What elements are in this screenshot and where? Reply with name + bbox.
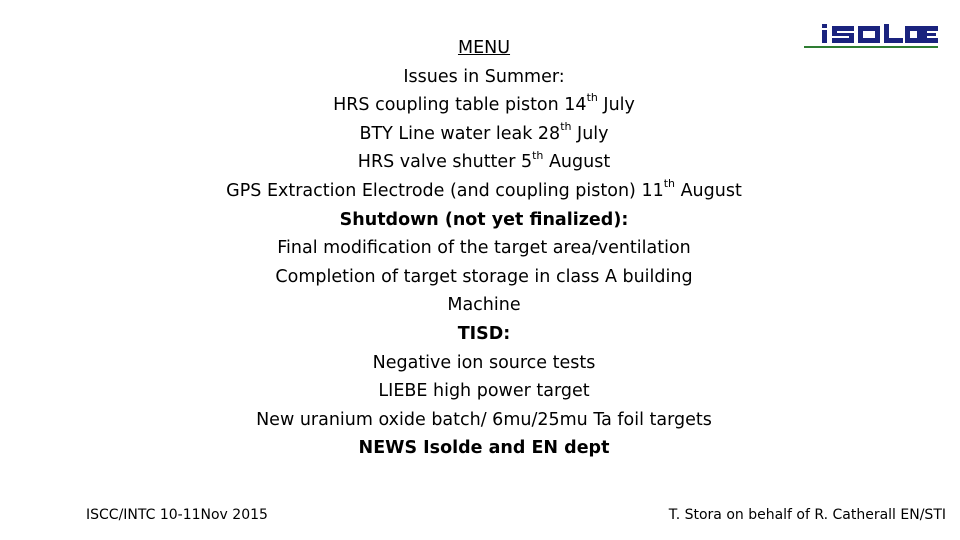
footer-event: ISCC/INTC 10-11Nov 2015: [86, 507, 268, 523]
shutdown-item: Completion of target storage in class A building: [275, 266, 693, 287]
shutdown-item: Final modification of the target area/ventilation: [277, 238, 691, 259]
summer-heading: Issues in Summer:: [403, 66, 565, 87]
tisd-item: New uranium oxide batch/ 6mu/25mu Ta foil targets: [256, 409, 712, 430]
summer-item: HRS coupling table piston 14th July: [333, 91, 635, 116]
shutdown-item: Machine: [447, 295, 521, 316]
tisd-item: LIEBE high power target: [378, 381, 590, 402]
summer-item: GPS Extraction Electrode (and coupling piston) 11th August: [226, 177, 742, 201]
shutdown-heading: Shutdown (not yet finalized):: [339, 209, 629, 230]
summer-item: HRS valve shutter 5th August: [357, 148, 611, 173]
slide-body: [0, 34, 960, 463]
tisd-item: Negative ion source tests: [372, 352, 596, 373]
summer-item: BTY Line water leak 28th July: [359, 119, 609, 144]
news-line: NEWS Isolde and EN dept: [358, 438, 610, 459]
footer-author: T. Stora on behalf of R. Catherall EN/STI: [668, 507, 946, 523]
slide-title: MENU: [457, 38, 511, 58]
tisd-heading: TISD:: [457, 323, 511, 344]
